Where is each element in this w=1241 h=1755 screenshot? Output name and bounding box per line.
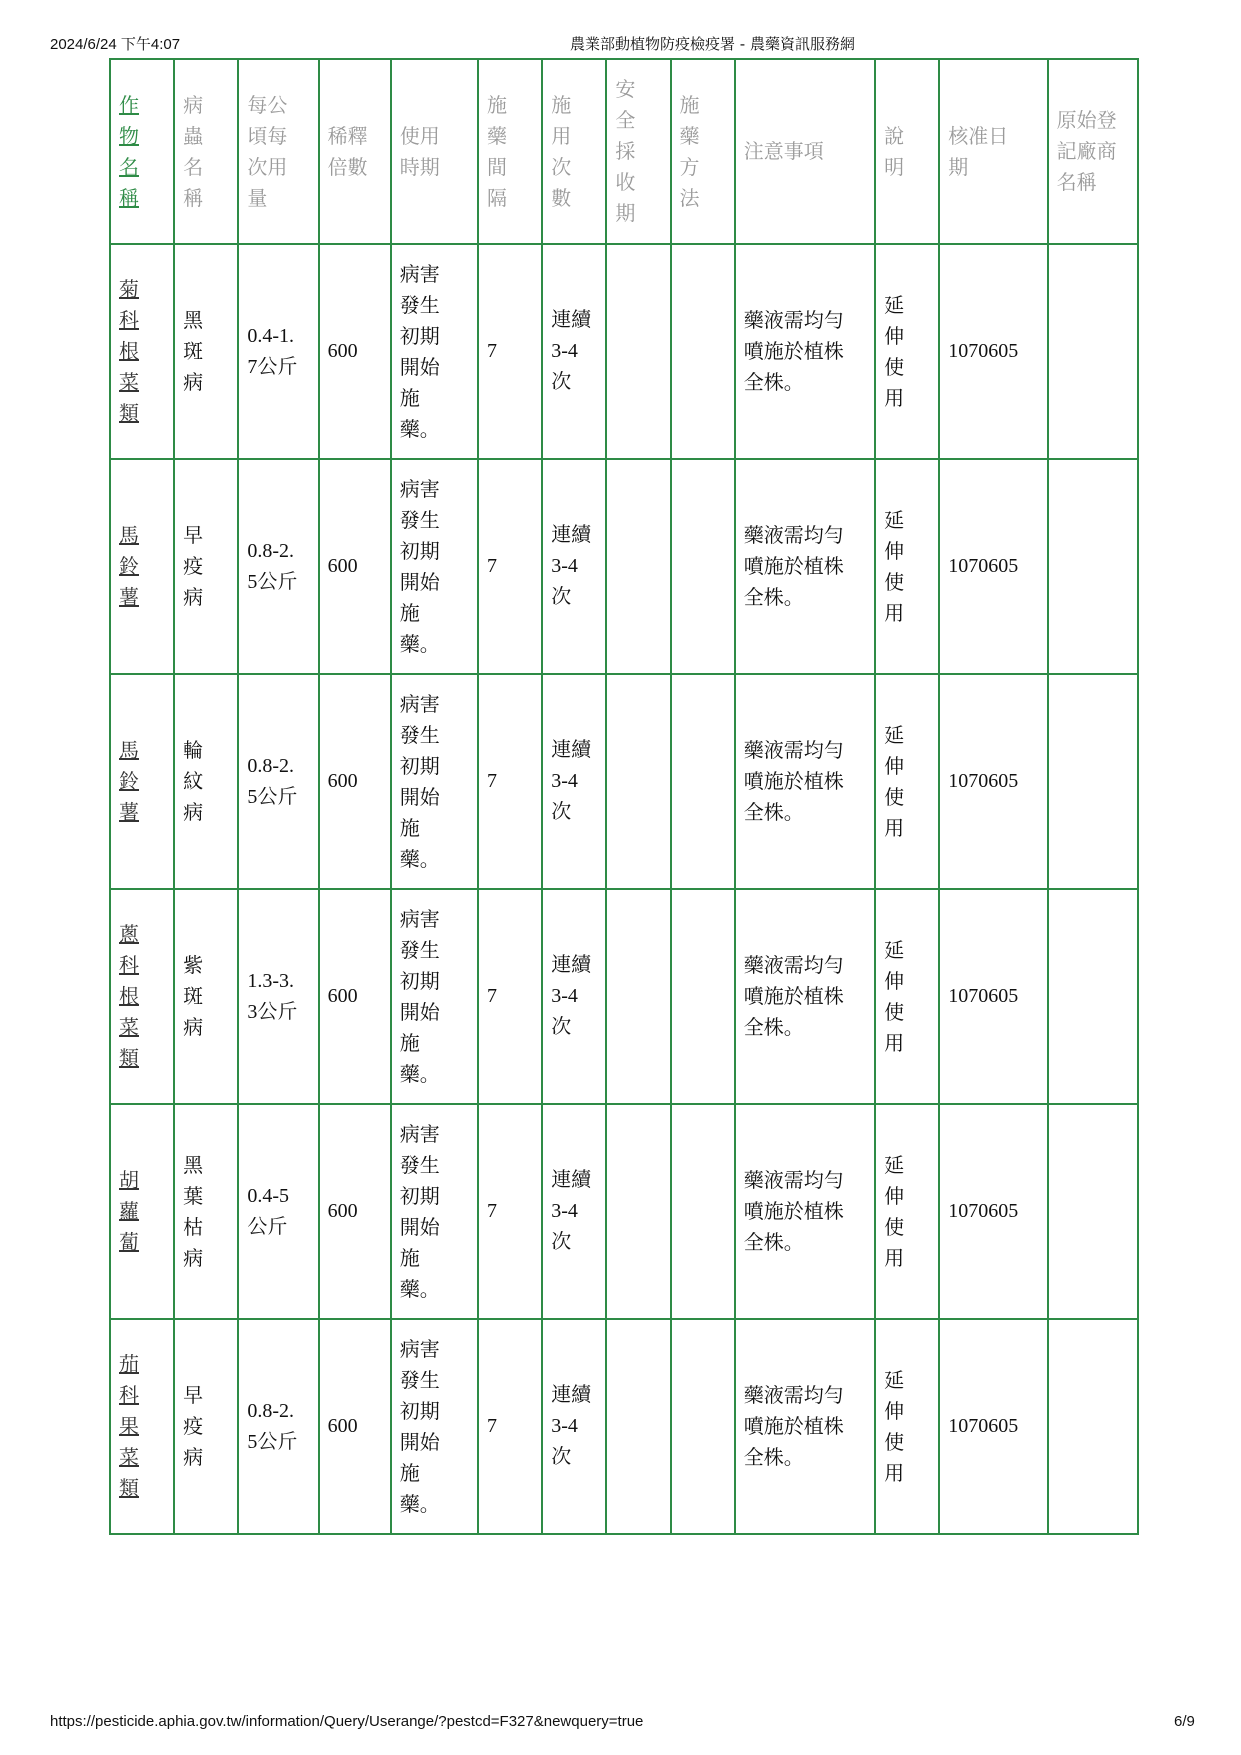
cell-registrant xyxy=(1048,674,1138,889)
cell-crop[interactable] xyxy=(110,889,174,1104)
cell-dose: 0.8-2.5公斤 xyxy=(238,674,318,889)
page-number: 6/9 xyxy=(1174,1713,1195,1730)
table-row xyxy=(110,244,1138,459)
cell-dose: 0.4-1.7公斤 xyxy=(238,244,318,459)
cell-method xyxy=(671,1319,735,1534)
cell-method xyxy=(671,1104,735,1319)
cell-registrant xyxy=(1048,1104,1138,1319)
cell-times: 連續3-4次 xyxy=(542,674,606,889)
col-header-crop[interactable]: 作物名稱 xyxy=(110,59,174,244)
cell-notes: 藥液需均勻噴施於植株全株。 xyxy=(735,459,875,674)
site-title: 農業部動植物防疫檢疫署 - 農藥資訊服務網 xyxy=(570,35,855,53)
cell-pest: 紫斑病 xyxy=(174,889,238,1104)
cell-notes: 藥液需均勻噴施於植株全株。 xyxy=(735,674,875,889)
cell-crop[interactable] xyxy=(110,459,174,674)
cell-times: 連續3-4次 xyxy=(542,459,606,674)
cell-dilution: 600 xyxy=(319,889,391,1104)
cell-times: 連續3-4次 xyxy=(542,889,606,1104)
cell-times: 連續3-4次 xyxy=(542,244,606,459)
crop-link[interactable]: 茄科果菜類 xyxy=(119,1352,139,1500)
cell-crop[interactable] xyxy=(110,1104,174,1319)
cell-times: 連續3-4次 xyxy=(542,1319,606,1534)
cell-pest: 黑葉枯病 xyxy=(174,1104,238,1319)
cell-dose: 0.4-5公斤 xyxy=(238,1104,318,1319)
cell-date: 1070605 xyxy=(939,1104,1047,1319)
cell-notes: 藥液需均勻噴施於植株全株。 xyxy=(735,244,875,459)
cell-desc: 延伸使用 xyxy=(875,244,939,459)
cell-interval: 7 xyxy=(478,889,542,1104)
cell-method xyxy=(671,244,735,459)
cell-date: 1070605 xyxy=(939,1319,1047,1534)
cell-dose: 0.8-2.5公斤 xyxy=(238,1319,318,1534)
cell-dilution: 600 xyxy=(319,674,391,889)
cell-dilution: 600 xyxy=(319,1104,391,1319)
cell-registrant xyxy=(1048,1319,1138,1534)
cell-registrant xyxy=(1048,244,1138,459)
col-header-interval: 施藥間隔 xyxy=(478,59,542,244)
cell-desc: 延伸使用 xyxy=(875,889,939,1104)
col-header-date: 核准日期 xyxy=(939,59,1047,244)
cell-times: 連續3-4次 xyxy=(542,1104,606,1319)
col-header-dose: 每公頃每次用量 xyxy=(238,59,318,244)
cell-method xyxy=(671,459,735,674)
cell-date: 1070605 xyxy=(939,674,1047,889)
cell-interval: 7 xyxy=(478,1319,542,1534)
table-row xyxy=(110,674,1138,889)
cell-notes: 藥液需均勻噴施於植株全株。 xyxy=(735,1319,875,1534)
table-header-row xyxy=(110,59,1138,244)
cell-timing: 病害發生初期開始施藥。 xyxy=(391,244,478,459)
cell-method xyxy=(671,889,735,1104)
col-header-times: 施用次數 xyxy=(542,59,606,244)
cell-interval: 7 xyxy=(478,459,542,674)
pesticide-usage-table xyxy=(109,58,1139,1535)
table-row xyxy=(110,1319,1138,1534)
cell-phi xyxy=(606,1104,670,1319)
cell-phi xyxy=(606,244,670,459)
cell-notes: 藥液需均勻噴施於植株全株。 xyxy=(735,1104,875,1319)
cell-phi xyxy=(606,674,670,889)
cell-crop[interactable] xyxy=(110,674,174,889)
cell-desc: 延伸使用 xyxy=(875,1104,939,1319)
cell-date: 1070605 xyxy=(939,459,1047,674)
crop-link[interactable]: 馬鈴薯 xyxy=(119,738,139,824)
page-url: https://pesticide.aphia.gov.tw/information/Query/Userange/?pestcd=F327&newquery=true xyxy=(50,1713,644,1730)
cell-phi xyxy=(606,889,670,1104)
col-header-dilution: 稀釋倍數 xyxy=(319,59,391,244)
crop-link[interactable]: 胡蘿蔔 xyxy=(119,1168,139,1254)
crop-link[interactable]: 蔥科根菜類 xyxy=(119,922,139,1070)
cell-dilution: 600 xyxy=(319,1319,391,1534)
cell-timing: 病害發生初期開始施藥。 xyxy=(391,459,478,674)
cell-dose: 1.3-3.3公斤 xyxy=(238,889,318,1104)
cell-interval: 7 xyxy=(478,1104,542,1319)
cell-interval: 7 xyxy=(478,244,542,459)
table-row xyxy=(110,889,1138,1104)
cell-interval: 7 xyxy=(478,674,542,889)
cell-timing: 病害發生初期開始施藥。 xyxy=(391,674,478,889)
cell-pest: 黑斑病 xyxy=(174,244,238,459)
cell-dilution: 600 xyxy=(319,244,391,459)
cell-desc: 延伸使用 xyxy=(875,674,939,889)
cell-method xyxy=(671,674,735,889)
col-header-pest: 病蟲名稱 xyxy=(174,59,238,244)
col-header-desc: 說明 xyxy=(875,59,939,244)
col-header-phi: 安全採收期 xyxy=(606,59,670,244)
table-row xyxy=(110,1104,1138,1319)
cell-notes: 藥液需均勻噴施於植株全株。 xyxy=(735,889,875,1104)
crop-link[interactable]: 馬鈴薯 xyxy=(119,523,139,609)
cell-crop[interactable] xyxy=(110,244,174,459)
cell-pest: 輪紋病 xyxy=(174,674,238,889)
col-header-timing: 使用時期 xyxy=(391,59,478,244)
cell-desc: 延伸使用 xyxy=(875,1319,939,1534)
print-datetime: 2024/6/24 下午4:07 xyxy=(50,36,181,53)
cell-phi xyxy=(606,1319,670,1534)
cell-pest: 早疫病 xyxy=(174,1319,238,1534)
table-row xyxy=(110,459,1138,674)
cell-registrant xyxy=(1048,459,1138,674)
cell-pest: 早疫病 xyxy=(174,459,238,674)
col-header-registrant: 原始登記廠商名稱 xyxy=(1048,59,1138,244)
cell-timing: 病害發生初期開始施藥。 xyxy=(391,889,478,1104)
cell-date: 1070605 xyxy=(939,889,1047,1104)
cell-crop[interactable] xyxy=(110,1319,174,1534)
cell-timing: 病害發生初期開始施藥。 xyxy=(391,1104,478,1319)
crop-link[interactable]: 菊科根菜類 xyxy=(119,277,139,425)
cell-dose: 0.8-2.5公斤 xyxy=(238,459,318,674)
cell-dilution: 600 xyxy=(319,459,391,674)
col-header-notes: 注意事項 xyxy=(735,59,875,244)
col-header-method: 施藥方法 xyxy=(671,59,735,244)
cell-phi xyxy=(606,459,670,674)
cell-date: 1070605 xyxy=(939,244,1047,459)
cell-timing: 病害發生初期開始施藥。 xyxy=(391,1319,478,1534)
cell-registrant xyxy=(1048,889,1138,1104)
cell-desc: 延伸使用 xyxy=(875,459,939,674)
